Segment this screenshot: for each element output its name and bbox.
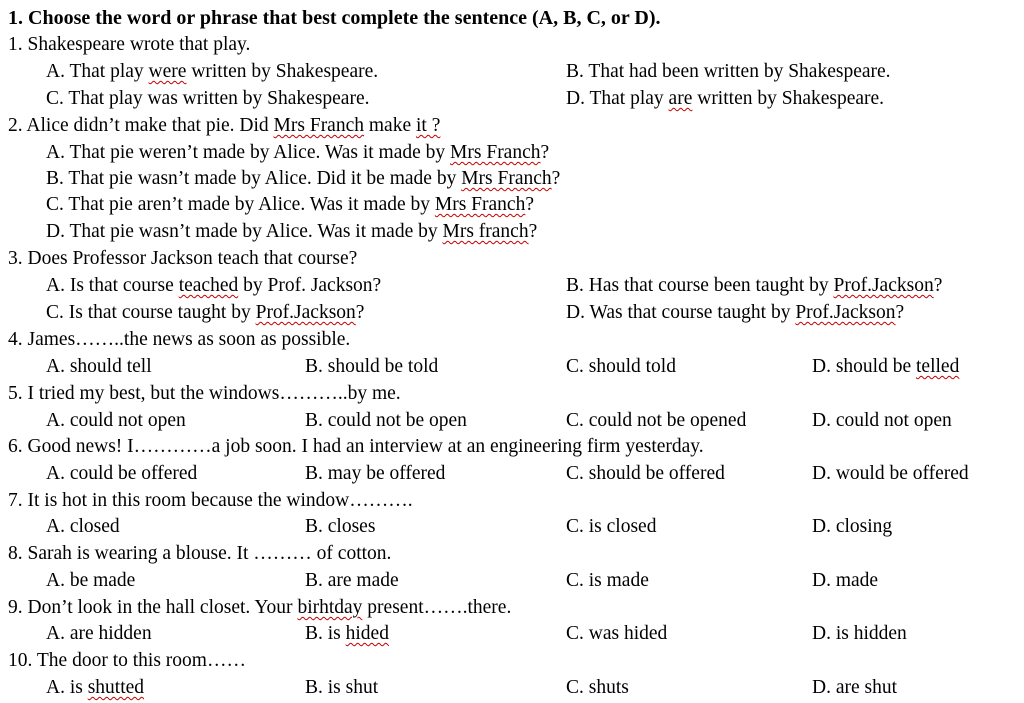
instruction-heading: 1. Choose the word or phrase that best complete the sentence (A, B, C, or D). bbox=[8, 7, 661, 29]
question-7-option-d: D. closing bbox=[812, 516, 893, 537]
question-2-option-a: A. That pie weren’t made by Alice. Was it made by Mrs Franch? bbox=[46, 142, 550, 163]
question-4-stem: 4. James……..the news as soon as possible. bbox=[8, 329, 351, 350]
question-10-option-a: A. is shutted bbox=[46, 677, 145, 698]
question-2-option-b: B. That pie wasn’t made by Alice. Did it be made by Mrs Franch? bbox=[46, 168, 561, 189]
question-1-option-a: A. That play were written by Shakespeare. bbox=[46, 61, 379, 82]
question-1-stem: 1. Shakespeare wrote that play. bbox=[8, 34, 251, 55]
question-7-stem: 7. It is hot in this room because the window………. bbox=[8, 490, 413, 511]
question-3-stem: 3. Does Professor Jackson teach that course? bbox=[8, 248, 358, 269]
question-8-option-a: A. be made bbox=[46, 570, 136, 591]
question-5-option-a: A. could not open bbox=[46, 410, 186, 431]
question-7-option-c: C. is closed bbox=[566, 516, 657, 537]
question-6-option-a: A. could be offered bbox=[46, 463, 198, 484]
question-5-option-c: C. could not be opened bbox=[566, 410, 747, 431]
question-9-option-a: A. are hidden bbox=[46, 623, 152, 644]
question-5-option-d: D. could not open bbox=[812, 410, 952, 431]
question-9-option-d: D. is hidden bbox=[812, 623, 907, 644]
question-7-option-a: A. closed bbox=[46, 516, 120, 537]
question-10-option-c: C. shuts bbox=[566, 677, 629, 698]
question-2-option-c: C. That pie aren’t made by Alice. Was it made by Mrs Franch? bbox=[46, 194, 534, 215]
question-3-option-b: B. Has that course been taught by Prof.Jackson? bbox=[566, 275, 943, 296]
question-1-option-d: D. That play are written by Shakespeare. bbox=[566, 88, 885, 109]
question-4-option-a: A. should tell bbox=[46, 356, 152, 377]
question-3-option-c: C. Is that course taught by Prof.Jackson? bbox=[46, 302, 365, 323]
question-6-stem: 6. Good news! I…………a job soon. I had an interview at an engineering firm yesterday. bbox=[8, 436, 704, 457]
question-6-option-b: B. may be offered bbox=[305, 463, 446, 484]
question-4-option-c: C. should told bbox=[566, 356, 676, 377]
question-10-option-b: B. is shut bbox=[305, 677, 379, 698]
question-2-option-d: D. That pie wasn’t made by Alice. Was it made by Mrs franch? bbox=[46, 221, 538, 242]
question-9-option-c: C. was hided bbox=[566, 623, 668, 644]
question-9-option-b: B. is hided bbox=[305, 623, 389, 644]
question-1-option-c: C. That play was written by Shakespeare. bbox=[46, 88, 370, 109]
question-4-option-d: D. should be telled bbox=[812, 356, 960, 377]
question-6-option-c: C. should be offered bbox=[566, 463, 725, 484]
question-8-option-c: C. is made bbox=[566, 570, 649, 591]
question-10-stem: 10. The door to this room…… bbox=[8, 650, 246, 671]
question-6-option-d: D. would be offered bbox=[812, 463, 969, 484]
question-3-option-a: A. Is that course teached by Prof. Jackson? bbox=[46, 275, 382, 296]
question-1-option-b: B. That had been written by Shakespeare. bbox=[566, 61, 891, 82]
question-8-stem: 8. Sarah is wearing a blouse. It ……… of cotton. bbox=[8, 543, 392, 564]
question-5-option-b: B. could not be open bbox=[305, 410, 467, 431]
question-9-stem: 9. Don’t look in the hall closet. Your birhtday present…….there. bbox=[8, 597, 512, 618]
question-7-option-b: B. closes bbox=[305, 516, 376, 537]
question-10-option-d: D. are shut bbox=[812, 677, 898, 698]
question-4-option-b: B. should be told bbox=[305, 356, 439, 377]
question-5-stem: 5. I tried my best, but the windows………..by me. bbox=[8, 383, 401, 404]
question-2-stem: 2. Alice didn’t make that pie. Did Mrs Franch make it ? bbox=[8, 115, 441, 136]
question-8-option-b: B. are made bbox=[305, 570, 399, 591]
question-3-option-d: D. Was that course taught by Prof.Jackson? bbox=[566, 302, 905, 323]
question-8-option-d: D. made bbox=[812, 570, 879, 591]
